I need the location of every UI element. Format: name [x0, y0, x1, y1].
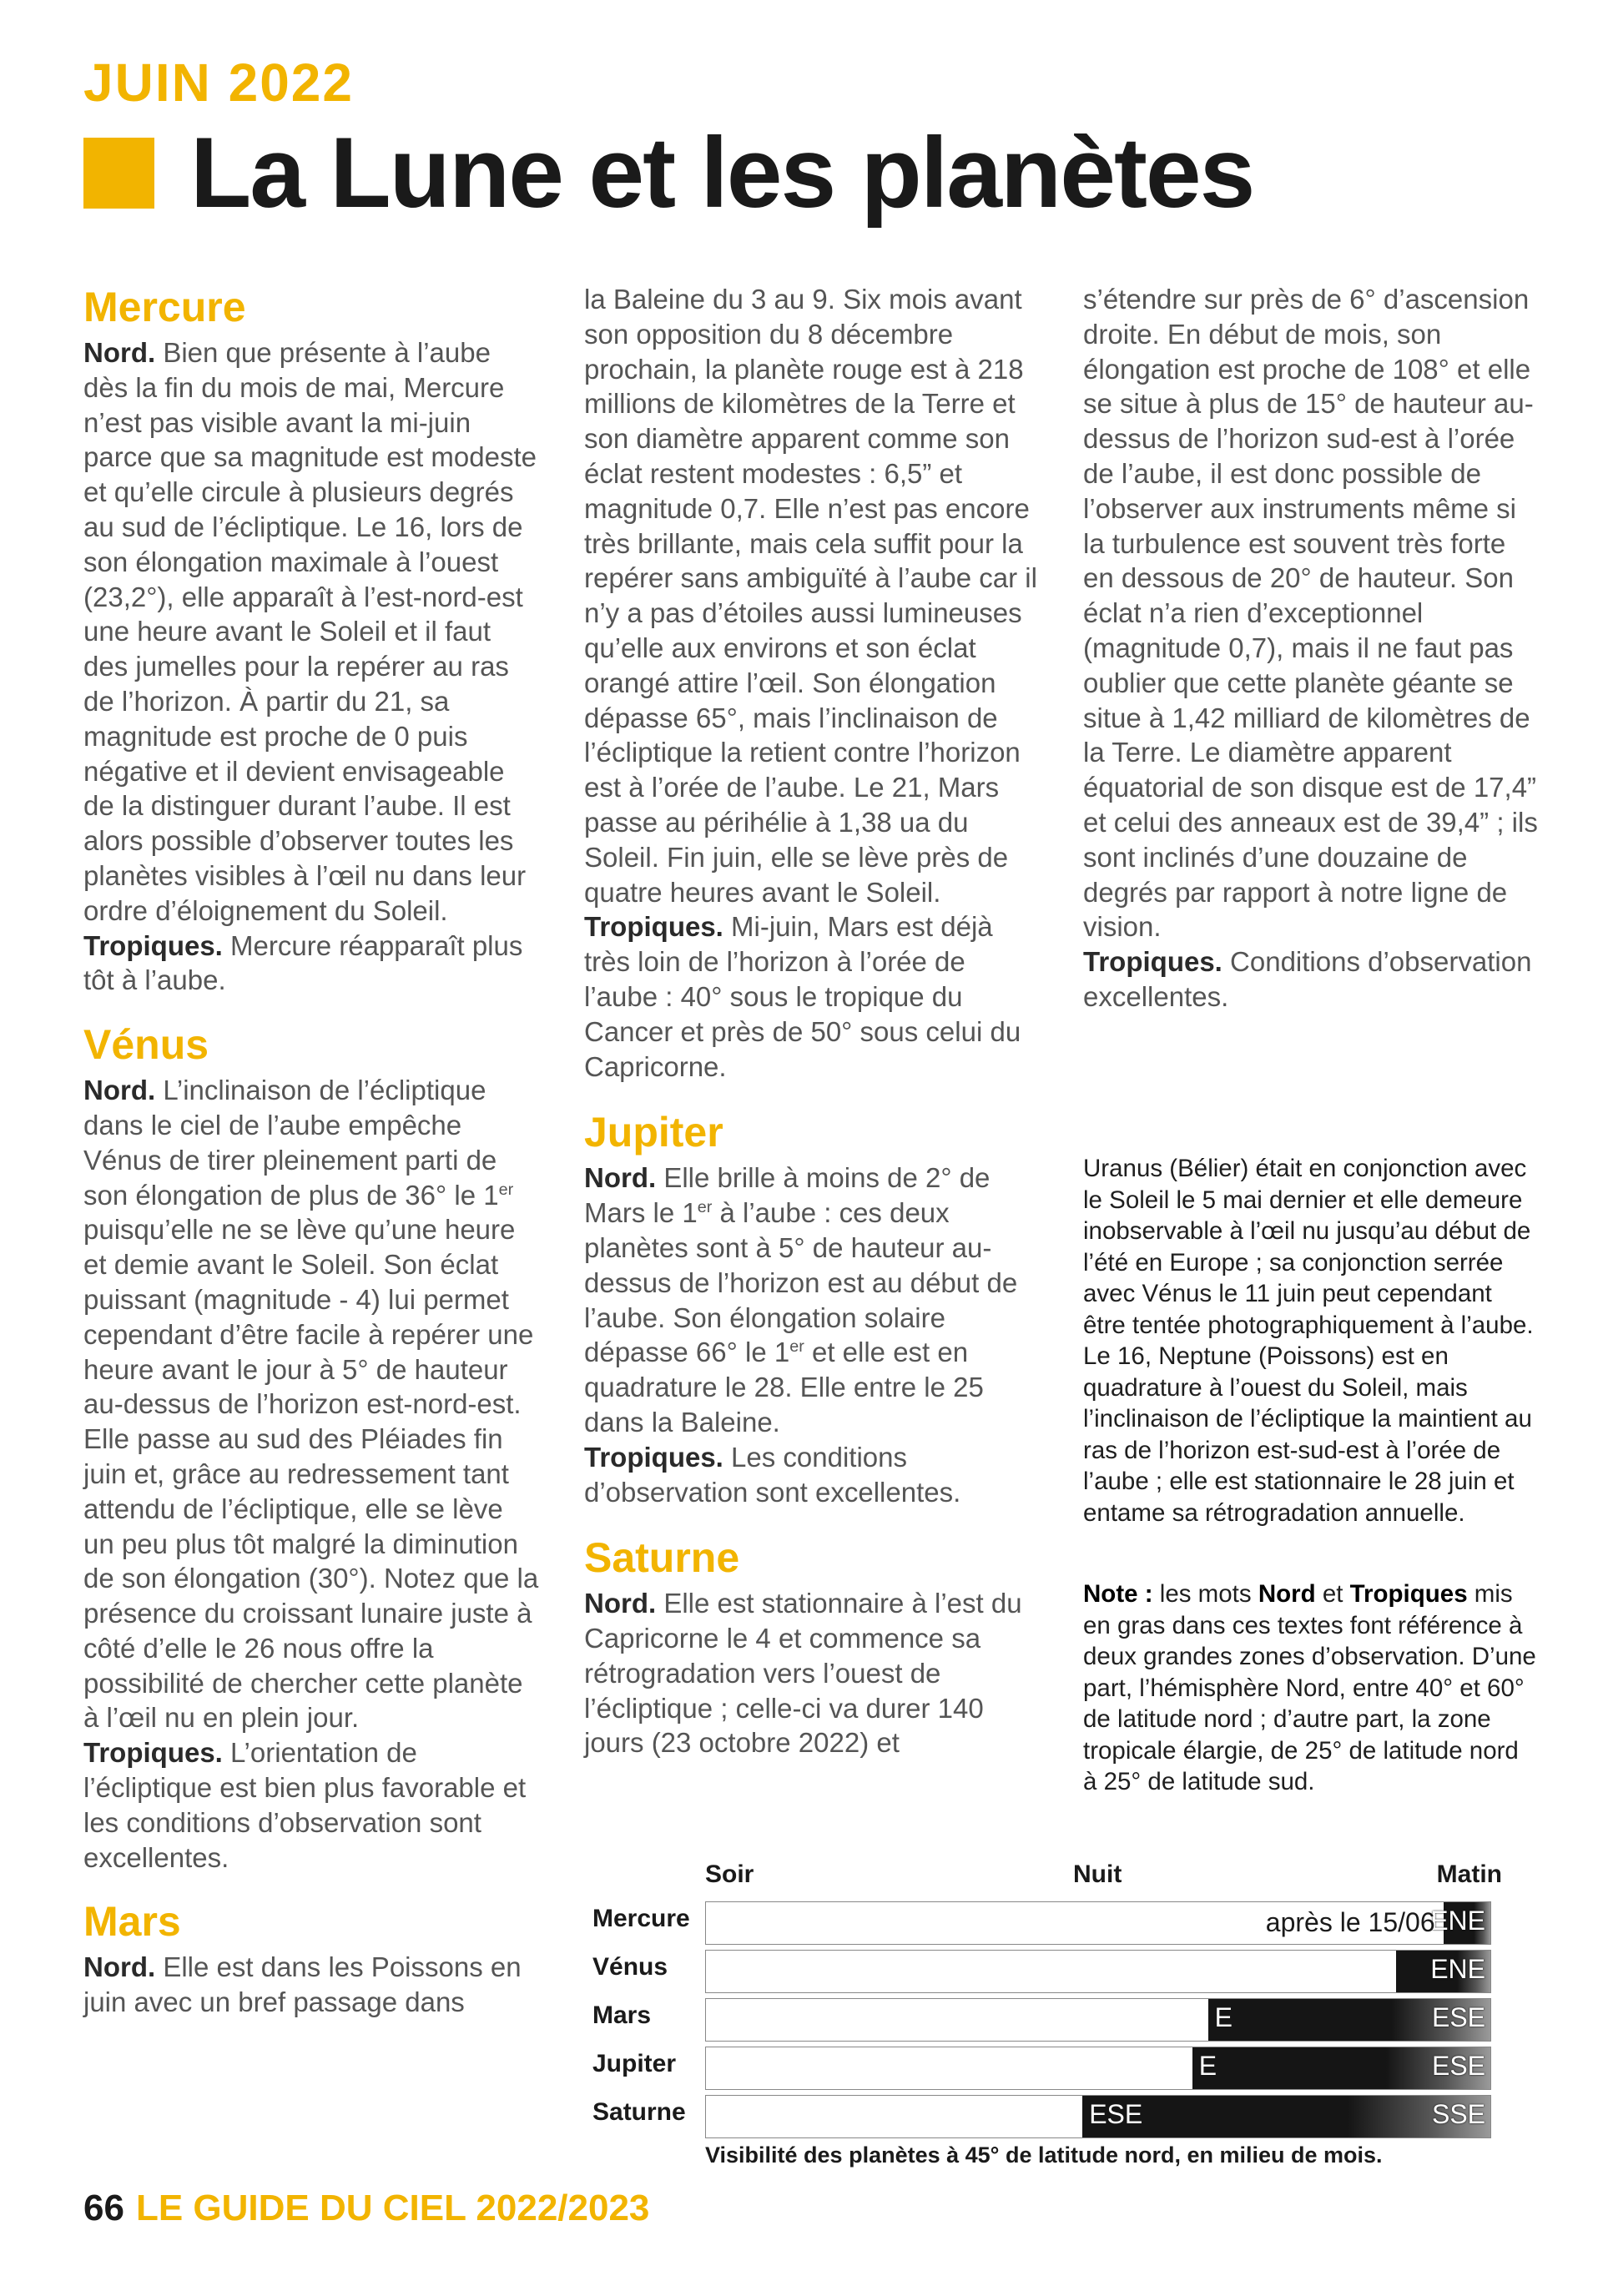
label-nord: Nord. [584, 1162, 657, 1194]
header-matin: Matin [1436, 1860, 1502, 1888]
planet-label: Mars [592, 2001, 652, 2029]
superscript: er [498, 1180, 514, 1199]
mars-nord-paragraph [83, 1950, 541, 2020]
superscript: er [697, 1198, 713, 1217]
end-direction: ESE [1431, 2002, 1485, 2032]
chart-caption: Visibilité des planètes à 45° de latitude nord, en milieu de mois. [705, 2142, 1383, 2168]
jupiter-nord-text-a: Elle brille à moins de 2° de Mars le 1 [584, 1162, 991, 1229]
note-text-b: et [1315, 1580, 1350, 1608]
column-3 [1083, 282, 1540, 1015]
heading-jupiter: Jupiter [584, 1109, 723, 1156]
planet-label: Jupiter [592, 2050, 677, 2077]
page-title: La Lune et les planètes [190, 117, 1254, 229]
visibility-bar [705, 1901, 1491, 1945]
jupiter-nord-text-c: et elle est en quadrature le 28. Elle entre le 25 dans la Baleine. [584, 1337, 984, 1438]
visibility-chart [584, 1859, 1502, 2176]
visibility-bar [705, 2095, 1491, 2138]
saturne-nord-paragraph [584, 1586, 1041, 1760]
uranus-neptune-box [1083, 1153, 1538, 1528]
saturne-nord-text: Elle est stationnaire à l’est du Capricorne le 4 et commence sa rétrogradation vers l’ouest de l’écliptique ; celle-ci va durer 140 jours (23 octobre 2022) et [584, 1588, 1022, 1759]
venus-tropiques-paragraph [83, 1735, 541, 1875]
chart-row-mercure [584, 1896, 1502, 1943]
superscript: er [789, 1337, 804, 1357]
saturne-tropiques-paragraph [1083, 944, 1540, 1015]
uranus-neptune-text: Uranus (Bélier) était en conjonction avec le Soleil le 5 mai dernier et elle demeure inobservable à l’œil nu jusqu’au début de l’été en Europe ; sa conjonction serrée avec Vénus le 11 juin peut cependant être tentée photographiquement à l’aube. Le 16, Neptune (Poissons) est en quadrature à l’ouest du Soleil, mais l’inclinaison de l’écliptique la maintient au ras de l’horizon est-sud-est à l’orée de l’aube ; elle est stationnaire le 28 juin et entame sa rétrogradation annuelle. [1083, 1155, 1534, 1527]
label-nord: Nord. [584, 1588, 657, 1619]
heading-mercure: Mercure [83, 284, 246, 330]
label-nord: Nord. [83, 1951, 156, 1983]
chart-row-saturne [584, 2090, 1502, 2137]
note-box [1083, 1578, 1538, 1798]
end-direction: ENE [1430, 1906, 1485, 1936]
jupiter-tropiques-text: Les conditions d’observation sont excellentes. [584, 1441, 961, 1508]
rise-direction: E [1214, 2002, 1233, 2032]
mercure-nord-paragraph [83, 335, 541, 929]
label-tropiques: Tropiques. [83, 929, 223, 961]
saturne-tropiques-text: Conditions d’observation excellentes. [1083, 946, 1532, 1012]
header-nuit: Nuit [1073, 1860, 1122, 1888]
label-nord: Nord. [83, 1075, 156, 1106]
visibility-bar [705, 1998, 1491, 2042]
publication-title: LE GUIDE DU CIEL 2022/2023 [135, 2188, 650, 2228]
heading-venus: Vénus [83, 1021, 209, 1069]
mars-tropiques-text: Mi-juin, Mars est déjà très loin de l’horizon à l’orée de l’aube : 40° sous le tropique du Cancer et près de 50° sous celui du Capricorne. [584, 911, 1021, 1082]
venus-nord-paragraph [83, 1073, 541, 1735]
column-1 [83, 282, 541, 2020]
label-tropiques: Tropiques. [584, 911, 723, 943]
rise-direction: E [1198, 2051, 1217, 2081]
heading-saturne: Saturne [584, 1534, 740, 1582]
mars-tropiques-paragraph [584, 909, 1041, 1084]
mercure-nord-text: Bien que présente à l’aube dès la fin du mois de mai, Mercure n’est pas visible avant la mi-juin parce que sa magnitude est modeste et qu’elle circule à plusieurs degrés au sud de l’écliptique. Le 16, lors de son élongation maximale à l’ouest (23,2°), elle apparaît à l’est-nord-est une heure avant le Soleil et il faut des jumelles pour la repérer au ras de l’horizon. À partir du 21, sa magnitude est proche de 0 puis négative et il devient envisageable de la distinguer durant l’aube. Il est alors possible d’observer toutes les planètes visibles à l’œil nu dans leur ordre d’éloignement du Soleil. [83, 337, 537, 926]
venus-tropiques-text: L’orientation de l’écliptique est bien plus favorable et les conditions d’observation sont excellentes. [83, 1737, 527, 1873]
planet-label: Saturne [592, 2098, 686, 2126]
note-text-a: les mots [1152, 1580, 1258, 1608]
title-square-mark [83, 138, 154, 209]
end-direction: ESE [1431, 2051, 1485, 2081]
mars-nord-text: Elle est dans les Poissons en juin avec un bref passage dans [83, 1951, 522, 2018]
footer [83, 2188, 649, 2229]
note-paragraph [1083, 1578, 1538, 1798]
venus-nord-text-b: puisqu’elle ne se lève qu’une heure et demie avant le Soleil. Son éclat puissant (magnitude - 4) lui permet cependant d’être facile à repérer une heure avant le jour à 5° de hauteur au-dessus de l’horizon est-nord-est. Elle passe au sud des Pléiades fin juin et, grâce au redressement tant attendu de l’écliptique, elle se lève un peu plus tôt malgré la diminution de son élongation (30°). Notez que la présence du croissant lunaire juste à côté d’elle le 26 nous offre la possibilité de chercher cette planète à l’œil nu en plein jour. [83, 1214, 539, 1734]
rise-direction: ESE [1089, 2099, 1143, 2129]
label-tropiques: Tropiques. [584, 1441, 723, 1473]
note-nord: Nord [1258, 1580, 1316, 1608]
end-direction: SSE [1431, 2099, 1485, 2129]
jupiter-nord-paragraph [584, 1161, 1041, 1439]
venus-nord-text-a: L’inclinaison de l’écliptique dans le ciel de l’aube empêche Vénus de tirer pleinement parti de son élongation de plus de 36° le 1 [83, 1075, 499, 1211]
label-nord: Nord. [83, 337, 156, 368]
mars-continued-paragraph: la Baleine du 3 au 9. Six mois avant son opposition du 8 décembre prochain, la planète rouge est à 218 millions de kilomètres de la Terre et son diamètre apparent comme son éclat restent modestes : 6,5” et magnitude 0,7. Elle n’est pas encore très brillante, mais cela suffit pour la repérer sans ambiguïté à l’aube car il n’y a pas d’étoiles aussi lumineuses qu’elle aux environs et son éclat orangé attire l’œil. Son élongation dépasse 65°, mais l’inclinaison de l’écliptique la retient contre l’horizon est à l’orée de l’aube. Le 21, Mars passe au périhélie à 1,38 ua du Soleil. Fin juin, elle se lève près de quatre heures avant le Soleil. [584, 284, 1037, 908]
end-direction: ENE [1430, 1954, 1485, 1984]
month-heading: JUIN 2022 [83, 53, 354, 113]
planet-label: Vénus [592, 1953, 668, 1981]
visibility-bar [705, 1950, 1491, 1993]
page-number: 66 [83, 2188, 124, 2228]
header-soir: Soir [705, 1860, 754, 1888]
note-label: Note : [1083, 1580, 1153, 1608]
note-tropiques: Tropiques [1349, 1580, 1468, 1608]
planet-label: Mercure [592, 1905, 690, 1932]
chart-row-vénus [584, 1945, 1502, 1991]
column-2 [584, 282, 1041, 1760]
note-text-c: mis en gras dans ces textes font référence à deux grandes zones d’observation. D’une part, l’hémisphère Nord, entre 40° et 60° de latitude nord ; d’autre part, la zone tropicale élargie, de 25° de latitude nord à 25° de latitude sud. [1083, 1580, 1536, 1795]
visibility-bar [705, 2047, 1491, 2090]
mercure-tropiques-paragraph [83, 929, 541, 999]
label-tropiques: Tropiques. [83, 1737, 223, 1769]
jupiter-nord-text-b: à l’aube : ces deux planètes sont à 5° de hauteur au-dessus de l’horizon est au début de l’aube. Son élongation solaire dépasse 66° le 1 [584, 1197, 1018, 1368]
label-tropiques: Tropiques. [1083, 946, 1222, 978]
visibility-fill [1082, 2096, 1490, 2137]
heading-mars: Mars [83, 1898, 181, 1946]
mercure-tropiques-text: Mercure réapparaît plus tôt à l’aube. [83, 929, 523, 996]
visibility-note: après le 15/06 [1265, 1907, 1435, 1937]
saturne-continued-paragraph: s’étendre sur près de 6° d’ascension droite. En début de mois, son élongation est proche de 108° et elle se situe à plus de 15° de hauteur au-dessus de l’horizon sud-est à l’orée de l’aube, il est donc possible de l’observer aux instruments même si la turbulence est souvent très forte en dessous de 20° de hauteur. Son éclat n’a rien d’exceptionnel (magnitude 0,7), mais il ne faut pas oublier que cette planète géante se situe à 1,42 milliard de kilomètres de la Terre. Le diamètre apparent équatorial de son disque est de 17,4” et celui des anneaux est de 39,4” ; ils sont inclinés d’une douzaine de degrés par rapport à notre ligne de vision. [1083, 284, 1538, 943]
chart-row-jupiter [584, 2042, 1502, 2088]
chart-row-mars [584, 1993, 1502, 2040]
jupiter-tropiques-paragraph [584, 1440, 1041, 1510]
